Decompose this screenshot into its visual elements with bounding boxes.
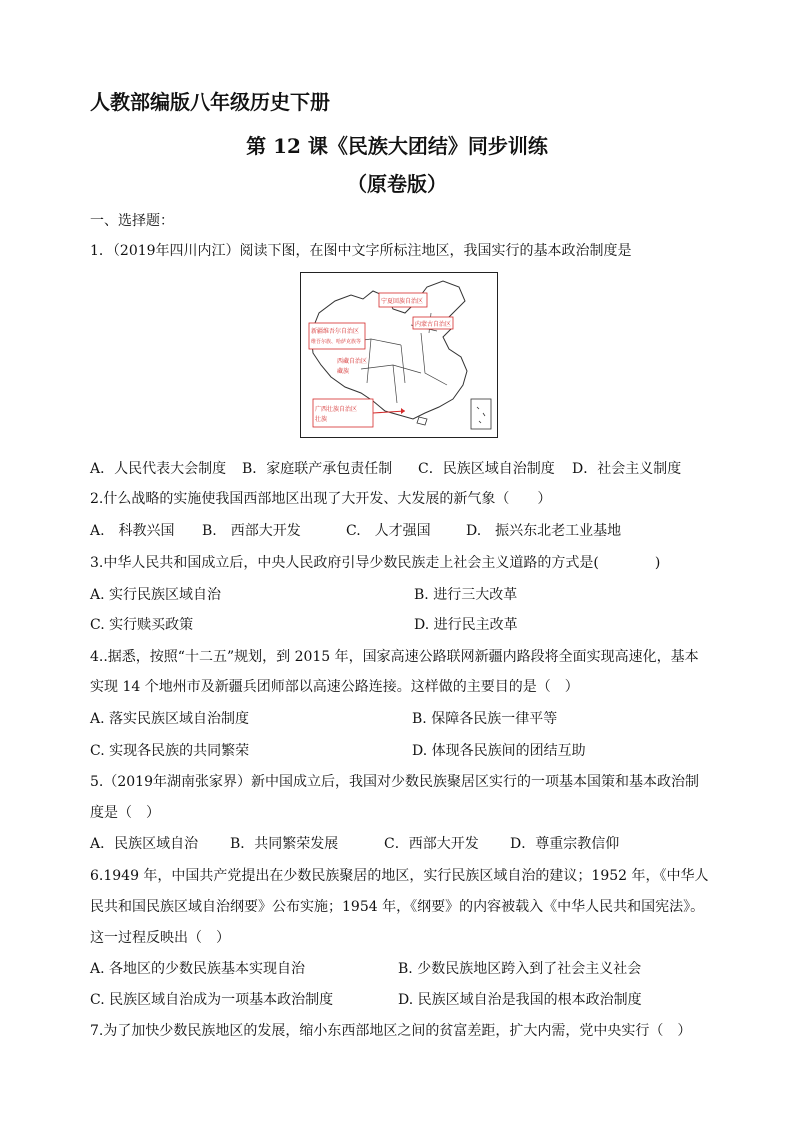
map-label-neimenggu: 内蒙古自治区 bbox=[415, 321, 452, 328]
map-label-ningxia: 宁夏回族自治区 bbox=[381, 298, 424, 305]
question-5-stem-line-1: 5.（2019年湖南张家界）新中国成立后，我国对少数民族聚居区实行的一项基本国策和基本政治制 bbox=[90, 774, 699, 790]
section-heading: 一、选择题： bbox=[90, 213, 174, 229]
question-6-stem-line-3: 这一过程反映出（ ） bbox=[90, 930, 230, 946]
question-1-option-d[interactable]: D．社会主义制度 bbox=[572, 461, 682, 477]
question-1-option-c[interactable]: C．民族区域自治制度 bbox=[418, 461, 555, 477]
question-2-option-a[interactable]: A. 科教兴国 bbox=[90, 523, 175, 539]
map-label-guangxi: 广西壮族自治区 bbox=[315, 406, 358, 413]
question-3-stem: 3.中华人民共和国成立后，中央人民政府引导少数民族走上社会主义道路的方式是( ) bbox=[90, 555, 661, 571]
question-4-option-b[interactable]: B. 保障各民族一律平等 bbox=[412, 711, 558, 727]
question-6-stem-line-1: 6.1949 年，中国共产党提出在少数民族聚居的地区，实行民族区域自治的建议；1952 年，《中华人 bbox=[90, 868, 709, 884]
map-label-zhuang-ethnic: 壮族 bbox=[315, 416, 328, 423]
question-2-option-d[interactable]: D. 振兴东北老工业基地 bbox=[466, 523, 622, 539]
map-label-zang-ethnic: 藏族 bbox=[337, 368, 350, 375]
question-7-stem: 7.为了加快少数民族地区的发展，缩小东西部地区之间的贫富差距，扩大内需，党中央实行（ ） bbox=[90, 1023, 692, 1039]
question-1-option-a[interactable]: A．人民代表大会制度 bbox=[90, 461, 227, 477]
question-2-option-c[interactable]: C. 人才强国 bbox=[346, 523, 431, 539]
question-5-option-a[interactable]: A．民族区域自治 bbox=[90, 836, 199, 852]
map-label-xizang: 西藏自治区 bbox=[337, 358, 368, 365]
question-5-option-d[interactable]: D．尊重宗教信仰 bbox=[510, 836, 620, 852]
question-6-option-d[interactable]: D. 民族区域自治是我国的根本政治制度 bbox=[398, 992, 642, 1008]
question-4-option-a[interactable]: A. 落实民族区域自治制度 bbox=[90, 711, 250, 727]
map-label-xinjiang-ethnic: 维吾尔族、哈萨克族等 bbox=[311, 339, 362, 345]
version-subtitle: （原卷版） bbox=[347, 172, 447, 196]
question-3-option-d[interactable]: D. 进行民主改革 bbox=[414, 617, 518, 633]
china-map-image bbox=[301, 273, 497, 437]
question-2-stem: 2.什么战略的实施使我国西部地区出现了大开发、大发展的新气象（ ） bbox=[90, 491, 552, 507]
question-5-option-c[interactable]: C．西部大开发 bbox=[384, 836, 479, 852]
question-2-option-b[interactable]: B. 西部大开发 bbox=[202, 523, 301, 539]
question-4-option-d[interactable]: D. 体现各民族间的团结互助 bbox=[412, 743, 586, 759]
question-3-option-b[interactable]: B. 进行三大改革 bbox=[414, 587, 518, 603]
question-3-option-c[interactable]: C. 实行赎买政策 bbox=[90, 617, 194, 633]
question-4-stem-line-2: 实现 14 个地州市及新疆兵团师部以高速公路连接。这样做的主要目的是（ ） bbox=[90, 679, 579, 695]
question-4-option-c[interactable]: C. 实现各民族的共同繁荣 bbox=[90, 743, 250, 759]
question-6-stem-line-2: 民共和国民族区域自治纲要》公布实施；1954 年，《纲要》的内容被载入《中华人民共和国宪法》。 bbox=[90, 899, 705, 915]
lesson-title: 第 12 课《民族大团结》同步训练 bbox=[246, 134, 548, 158]
question-3-option-a[interactable]: A. 实行民族区域自治 bbox=[90, 587, 222, 603]
question-6-option-c[interactable]: C. 民族区域自治成为一项基本政治制度 bbox=[90, 992, 334, 1008]
china-map-figure bbox=[300, 272, 498, 438]
question-5-stem-line-2: 度是（ ） bbox=[90, 805, 160, 821]
map-label-xinjiang: 新疆维吾尔自治区 bbox=[311, 328, 360, 335]
book-header: 人教部编版八年级历史下册 bbox=[90, 90, 330, 114]
question-6-option-a[interactable]: A. 各地区的少数民族基本实现自治 bbox=[90, 961, 306, 977]
question-5-option-b[interactable]: B．共同繁荣发展 bbox=[230, 836, 339, 852]
question-4-stem-line-1: 4..据悉，按照“十二五”规划，到 2015 年，国家高速公路联网新疆内路段将全面实现高速化，基本 bbox=[90, 649, 699, 665]
question-6-option-b[interactable]: B. 少数民族地区跨入到了社会主义社会 bbox=[398, 961, 642, 977]
question-1-stem: 1．（2019年四川内江）阅读下图，在图中文字所标注地区，我国实行的基本政治制度是 bbox=[90, 243, 632, 259]
question-1-option-b[interactable]: B．家庭联产承包责任制 bbox=[242, 461, 393, 477]
